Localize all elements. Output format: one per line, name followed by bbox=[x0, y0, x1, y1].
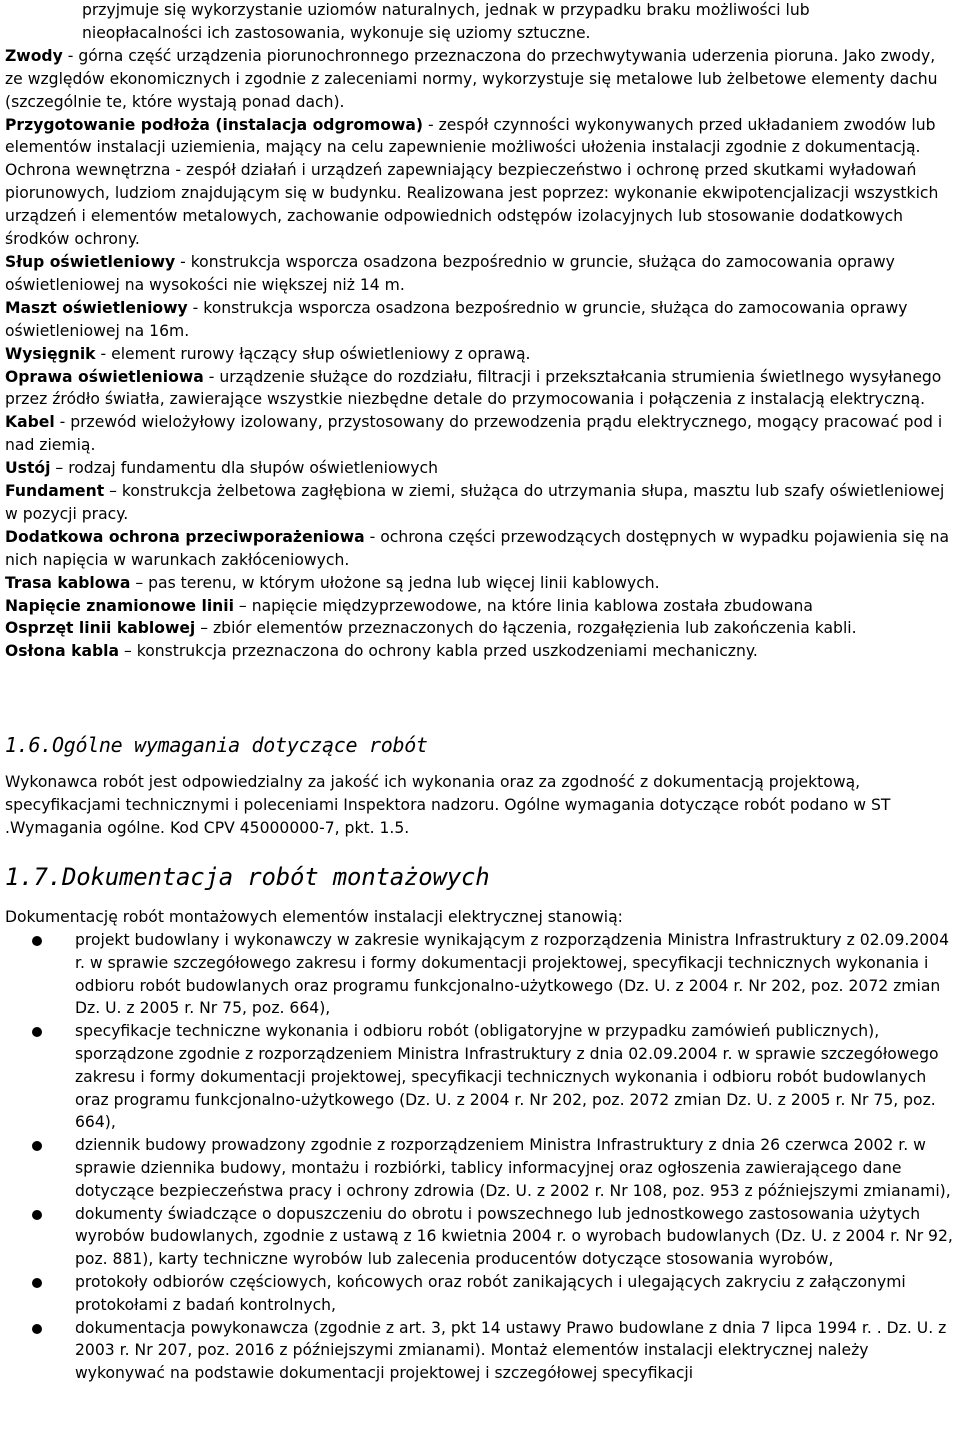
definition-term: Kabel bbox=[5, 413, 55, 432]
definition-item bbox=[5, 572, 953, 595]
definition-separator: - bbox=[364, 527, 381, 546]
definition-item bbox=[5, 595, 953, 618]
definition-separator: – bbox=[119, 642, 137, 661]
definition-text: przewód wielożyłowy izolowany, przystosowany do przewodzenia prądu elektrycznego, mogący pracować pod i nad ziemią. bbox=[5, 413, 943, 455]
section-intro-1-7: Dokumentację robót montażowych elementów instalacji elektrycznej stanowią: bbox=[5, 908, 623, 926]
definition-text: zespół czynności wykonywanych przed układaniem zwodów lub elementów instalacji uziemienia, mający na celu zapewnienie możliwości ułożenia instalacji zgodnie z dokumentacją. bbox=[5, 115, 936, 157]
definition-separator: - bbox=[203, 367, 220, 386]
list-item-text: dokumenty świadczące o dopuszczeniu do obrotu i powszechnego lub jednostkowego zastosowania użytych wyrobów budowlanych, zgodnie z ustawą z 16 kwietnia 2004 r. o wyrobach budowlanych (Dz. U. z 2004 r. Nr 92, poz. 881), karty techniczne wyrobów lub zalecenia producentów dotyczące stosowania wyrobów, bbox=[75, 1204, 953, 1269]
definition-term: Osprzęt linii kablowej bbox=[5, 619, 196, 638]
list-item bbox=[5, 1317, 955, 1385]
definition-term: Dodatkowa ochrona przeciwporażeniowa bbox=[5, 527, 365, 546]
definition-separator: - bbox=[187, 298, 204, 317]
definition-separator: – bbox=[130, 573, 149, 592]
definition-separator: – bbox=[233, 596, 252, 615]
definition-term: Trasa kablowa bbox=[5, 573, 131, 592]
section-heading-1-6: 1.6.Ogólne wymagania dotyczące robót bbox=[5, 733, 428, 757]
definition-item bbox=[5, 114, 953, 160]
bullet-icon bbox=[32, 1278, 42, 1288]
list-item-text: projekt budowlany i wykonawczy w zakresie wynikającym z rozporządzenia Ministra Infrastruktury z 02.09.2004 r. w sprawie szczegółowego zakresu i formy dokumentacji projektowej, specyfikacji technicznych wykonania i odbioru robót budowlanych oraz programu funkcjonalno-użytkowego (Dz. U. z 2004 r. Nr 202, poz. 2072 zmian Dz. U. z 2005 r. Nr 75, poz. 664), bbox=[75, 931, 950, 1018]
definition-term: Wysięgnik bbox=[5, 344, 96, 363]
definition-separator: – bbox=[104, 482, 122, 501]
definition-item bbox=[5, 159, 953, 251]
definition-text: urządzenie służące do rozdziału, filtracji i przekształcania strumienia świetlnego wysyłanego przez źródło światła, zawierające wszystkie niezbędne detale do przymocowania i połączenia z instalacją elektryczną. bbox=[5, 367, 942, 409]
definition-text: konstrukcja przeznaczona do ochrony kabla przed uszkodzeniami mechaniczny. bbox=[136, 642, 758, 661]
definition-text: górna część urządzenia piorunochronnego przeznaczona do przechwytywania uderzenia pioruna. Jako zwody, ze względów ekonomicznych i zgodnie z zaleceniami normy, wykorzystuje się metalowe lub żelbetowe elementy dachu (szczególnie te, które wystają ponad dach). bbox=[5, 46, 938, 111]
definition-text: przyjmuje się wykorzystanie uziomów naturalnych, jednak w przypadku braku możliwości lub bbox=[82, 1, 810, 19]
definition-text: konstrukcja żelbetowa zagłębiona w ziemi, służąca do utrzymania słupa, masztu lub szafy oświetleniowej w pozycji pracy. bbox=[5, 482, 945, 523]
definition-separator: – bbox=[50, 459, 69, 478]
definition-text: zbiór elementów przeznaczonych do łączenia, rozgałęzienia lub zakończenia kabli. bbox=[213, 619, 857, 638]
bullet-icon bbox=[32, 1324, 42, 1334]
definition-text: element rurowy łączący słup oświetleniowy z oprawą. bbox=[111, 344, 531, 363]
definition-separator: - bbox=[423, 115, 439, 134]
definitions-section bbox=[5, 0, 953, 663]
definition-item bbox=[5, 526, 953, 572]
definition-text: konstrukcja wsporcza osadzona bezpośrednio w gruncie, służąca do zamocowania oprawy oświetleniowej na wysokości nie większej niż 14 m. bbox=[5, 252, 895, 294]
definition-term: Napięcie znamionowe linii bbox=[5, 596, 234, 615]
bullet-icon bbox=[32, 1210, 42, 1220]
list-item-text: dokumentacja powykonawcza (zgodnie z art. 3, pkt 14 ustawy Prawo budowlane z dnia 7 lipca 1994 r. . Dz. U. z 2003 r. Nr 207, poz. 2016 z późniejszymi zmianami). Montaż elementów instalacji elektrycznej należy wykonywać na podstawie dokumentacji projektowej i szczegółowej specyfikacji bbox=[75, 1318, 947, 1383]
definition-text: konstrukcja wsporcza osadzona bezpośrednio w gruncie, służąca do zamocowania oprawy oświetleniowej na 16m. bbox=[5, 298, 908, 340]
definition-item bbox=[5, 411, 953, 457]
list-item bbox=[5, 1203, 955, 1271]
section-paragraph-1-6: Wykonawca robót jest odpowiedzialny za jakość ich wykonania oraz za zgodność z dokumentacją projektową, specyfikacjami technicznymi i poleceniami Inspektora nadzoru. Ogólne wymagania dotyczące robót podano w ST .Wymagania ogólne. Kod CPV 45000000-7, pkt. 1.5. bbox=[5, 773, 891, 837]
bullet-icon bbox=[32, 1141, 42, 1151]
definition-item bbox=[5, 640, 953, 663]
definition-term: Maszt oświetleniowy bbox=[5, 298, 188, 317]
definition-item bbox=[5, 480, 953, 526]
definition-item bbox=[5, 617, 953, 640]
definition-term: Fundament bbox=[5, 482, 105, 501]
definition-separator: - bbox=[175, 252, 191, 271]
definition-item bbox=[5, 45, 953, 114]
bullet-icon bbox=[32, 936, 42, 946]
list-item-text: dziennik budowy prowadzony zgodnie z rozporządzeniem Ministra Infrastruktury z dnia 26 czerwca 2002 r. w sprawie dziennika budowy, montażu i rozbiórki, tablicy informacyjnej oraz ogłoszenia zawierającego dane dotyczące bezpieczeństwa pracy i ochrony zdrowia (Dz. U. z 2002 r. Nr 108, poz. 953 z późniejszymi zmianami), bbox=[75, 1136, 951, 1200]
definition-separator: - bbox=[95, 344, 112, 363]
list-item bbox=[5, 1134, 955, 1202]
definition-text: nieopłacalności ich zastosowania, wykonuje się uziomy sztuczne. bbox=[82, 23, 591, 42]
definition-term: Przygotowanie podłoża (instalacja odgromowa) bbox=[5, 115, 424, 134]
definition-text: Ochrona wewnętrzna - zespół działań i urządzeń zapewniający bezpieczeństwo i ochronę przed skutkami wyładowań piorunowych, ludziom znajdującym się w budynku. Realizowana jest poprzez: wykonanie ekwipotencjalizacji wszystkich urządzeń i elementów metalowych, zachowanie odpowiednich odstępów izolacyjnych lub stosowanie dodatkowych środków ochrony. bbox=[5, 161, 939, 249]
definition-term: Zwody bbox=[5, 46, 63, 65]
list-item-text: protokoły odbiorów częściowych, końcowych oraz robót zanikających i ulegających zakryciu z załączonymi protokołami z badań kontrolnych, bbox=[75, 1272, 906, 1314]
section-heading-1-7: 1.7.Dokumentacja robót montażowych bbox=[5, 863, 490, 891]
definition-item bbox=[5, 251, 953, 297]
definition-text: napięcie międzyprzewodowe, na które linia kablowa została zbudowana bbox=[251, 596, 813, 615]
definition-separator: – bbox=[195, 619, 213, 638]
list-item bbox=[5, 1020, 955, 1134]
definition-text: ochrona części przewodzących dostępnych w wypadku pojawienia się na nich napięcia w warunkach zakłóceniowych. bbox=[5, 527, 950, 569]
definition-text: rodzaj fundamentu dla słupów oświetleniowych bbox=[68, 459, 438, 478]
list-item bbox=[5, 929, 955, 1020]
definition-text: pas terenu, w którym ułożone są jedna lub więcej linii kablowych. bbox=[148, 573, 660, 592]
definition-term: Ustój bbox=[5, 459, 51, 478]
definition-separator: - bbox=[54, 413, 71, 432]
documentation-list bbox=[5, 929, 955, 1385]
definition-item bbox=[5, 343, 953, 366]
definition-term: Osłona kabla bbox=[5, 642, 120, 661]
definition-item bbox=[5, 297, 953, 343]
definition-item bbox=[5, 457, 953, 480]
list-item bbox=[5, 1271, 955, 1317]
definition-item bbox=[5, 0, 953, 22]
bullet-icon bbox=[32, 1027, 42, 1037]
definition-separator: - bbox=[62, 46, 79, 65]
definition-term: Oprawa oświetleniowa bbox=[5, 367, 204, 386]
definition-item bbox=[5, 366, 953, 412]
definition-item bbox=[5, 22, 953, 45]
list-item-text: specyfikacje techniczne wykonania i odbioru robót (obligatoryjne w przypadku zamówień publicznych), sporządzone zgodnie z rozporządzeniem Ministra Infrastruktury z dnia 02.09.2004 r. w sprawie szczegółowego zakresu i formy dokumentacji projektowej, specyfikacji technicznych wykonania i odbioru robót budowlanych oraz programu funkcjonalno-użytkowego (Dz. U. z 2004 r. Nr 202, poz. 2072 zmian Dz. U. z 2005 r. Nr 75, poz. 664), bbox=[75, 1022, 939, 1132]
definition-term: Słup oświetleniowy bbox=[5, 252, 176, 271]
